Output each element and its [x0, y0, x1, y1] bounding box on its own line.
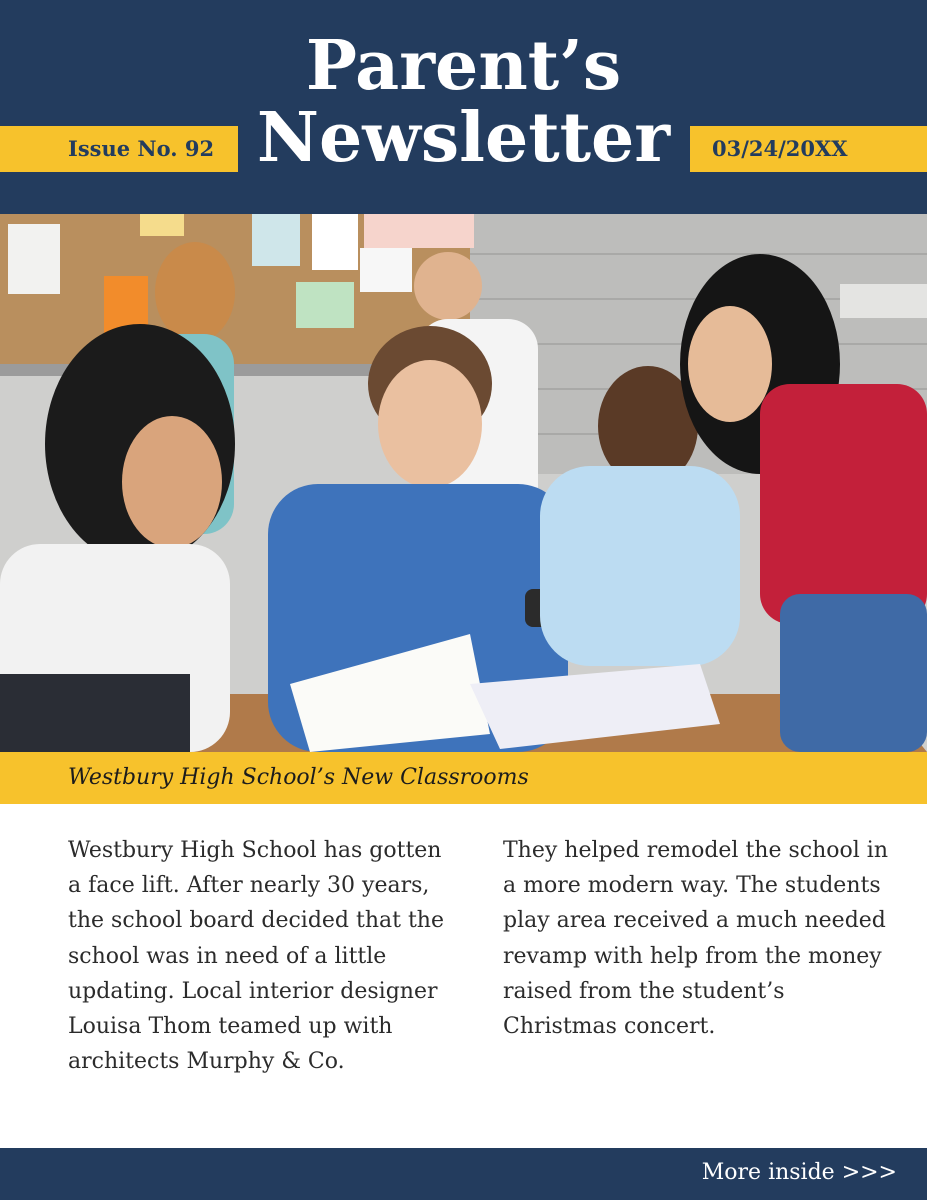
- classroom-students-illustration: [0, 214, 927, 752]
- issue-date: 03/24/20XX: [690, 126, 927, 172]
- article-column-1: Westbury High School has gotten a face lift. After nearly 30 years, the school board decided that the school was in need of a little updating. Local interior designer Louisa Thom teamed up with architects Murphy & Co.: [68, 838, 444, 1075]
- photo-caption: Westbury High School’s New Classrooms: [0, 752, 927, 804]
- article-column-2: They helped remodel the school in a more modern way. The students play area received a much needed revamp with help from the money raised from the student’s Christmas concert.: [503, 838, 888, 1040]
- newsletter-header: [0, 0, 927, 214]
- newsletter-footer: [0, 1148, 927, 1200]
- hero-photo: [0, 214, 927, 752]
- title-line-2: Newsletter: [256, 98, 671, 178]
- more-inside-link[interactable]: More inside >>>: [701, 1160, 897, 1185]
- title-line-1: Parent’s: [305, 26, 622, 106]
- issue-number: Issue No. 92: [0, 126, 238, 172]
